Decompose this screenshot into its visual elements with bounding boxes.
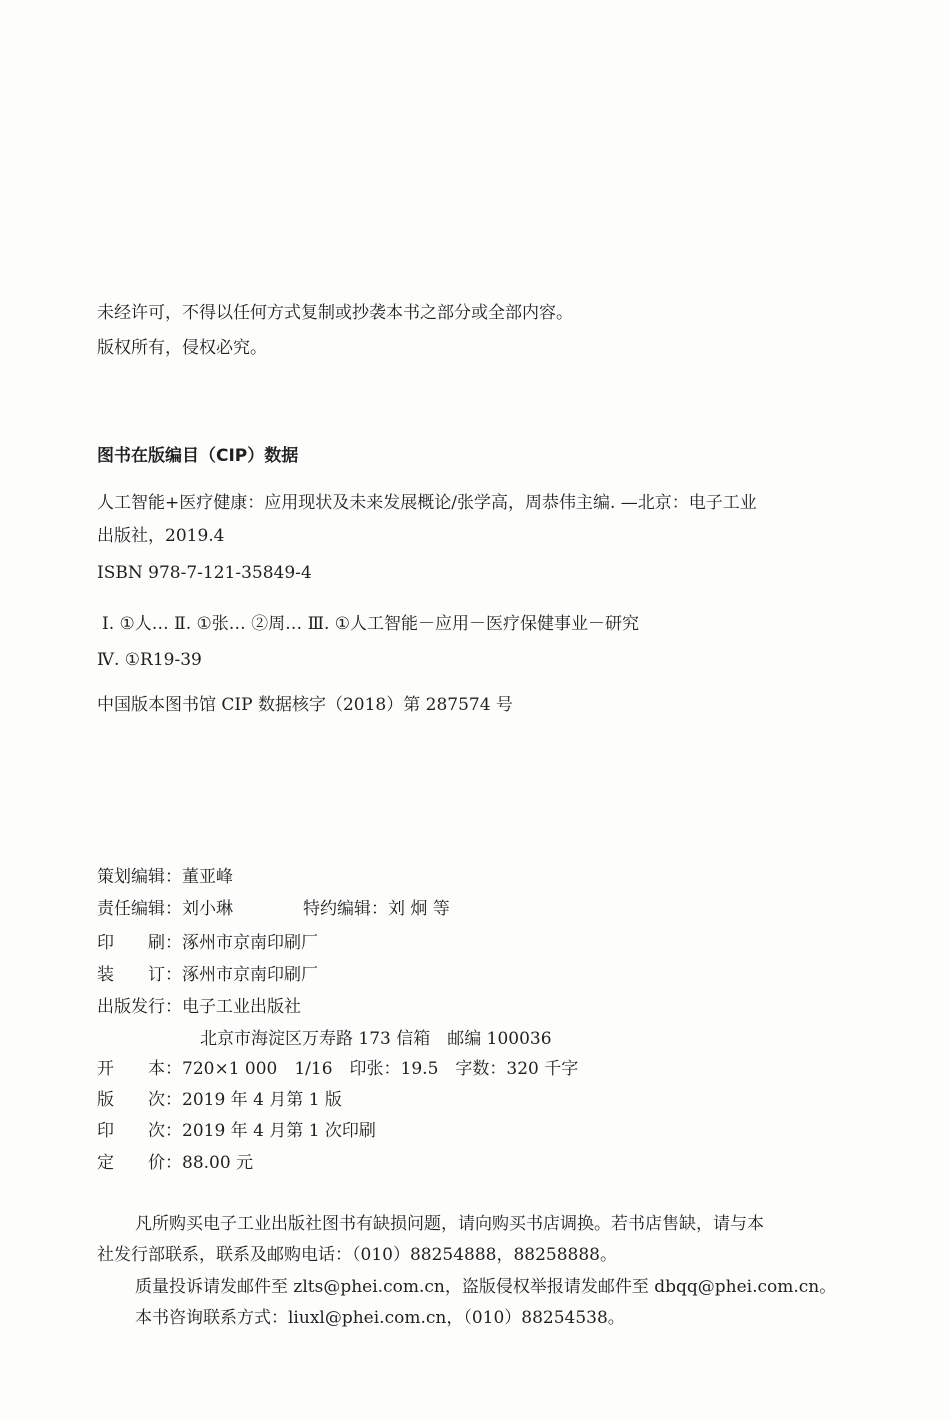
planning-editor: 策划编辑：董亚峰 — [97, 867, 233, 887]
cip-isbn: ISBN 978-7-121-35849-4 — [97, 563, 312, 583]
publisher-address: 北京市海淀区万寿路 173 信箱 邮编 100036 — [200, 1029, 552, 1049]
price-info: 定 价：88.00 元 — [97, 1153, 254, 1173]
cip-title-line-1: 人工智能+医疗健康：应用现状及未来发展概论/张学高，周恭伟主编. —北京：电子工业 — [97, 493, 757, 513]
edition-info: 版 次：2019 年 4 月第 1 版 — [97, 1090, 342, 1110]
special-editor: 特约编辑：刘 炯 等 — [303, 899, 450, 919]
notice-line-4: 本书咨询联系方式：liuxl@phei.com.cn，（010）88254538。 — [135, 1308, 625, 1328]
impression-info: 印 次：2019 年 4 月第 1 次印刷 — [97, 1121, 376, 1141]
notice-line-2: 社发行部联系，联系及邮购电话：（010）88254888，88258888。 — [97, 1245, 618, 1265]
cip-classification-line-2: Ⅳ. ①R19-39 — [97, 650, 202, 670]
publisher-info: 出版发行：电子工业出版社 — [97, 997, 301, 1017]
copyright-notice-line-1: 未经许可，不得以任何方式复制或抄袭本书之部分或全部内容。 — [97, 303, 573, 323]
printing-info: 印 刷：涿州市京南印刷厂 — [97, 933, 318, 953]
cip-title-line-2: 出版社，2019.4 — [97, 526, 225, 546]
cip-record: 中国版本图书馆 CIP 数据核字（2018）第 287574 号 — [97, 695, 513, 715]
responsible-editor: 责任编辑：刘小琳 — [97, 899, 233, 919]
notice-line-1: 凡所购买电子工业出版社图书有缺损问题，请向购买书店调换。若书店售缺，请与本 — [135, 1214, 764, 1234]
notice-line-3: 质量投诉请发邮件至 zlts@phei.com.cn，盗版侵权举报请发邮件至 dbqq@phei.com.cn。 — [135, 1277, 837, 1297]
cip-classification-line-1: Ⅰ. ①人… Ⅱ. ①张… ②周… Ⅲ. ①人工智能－应用－医疗保健事业－研究 — [102, 614, 640, 634]
cip-heading: 图书在版编目（CIP）数据 — [97, 446, 299, 466]
copyright-notice-line-2: 版权所有，侵权必究。 — [97, 338, 267, 358]
format-info: 开 本：720×1 000 1/16 印张：19.5 字数：320 千字 — [97, 1059, 579, 1079]
binding-info: 装 订：涿州市京南印刷厂 — [97, 965, 318, 985]
